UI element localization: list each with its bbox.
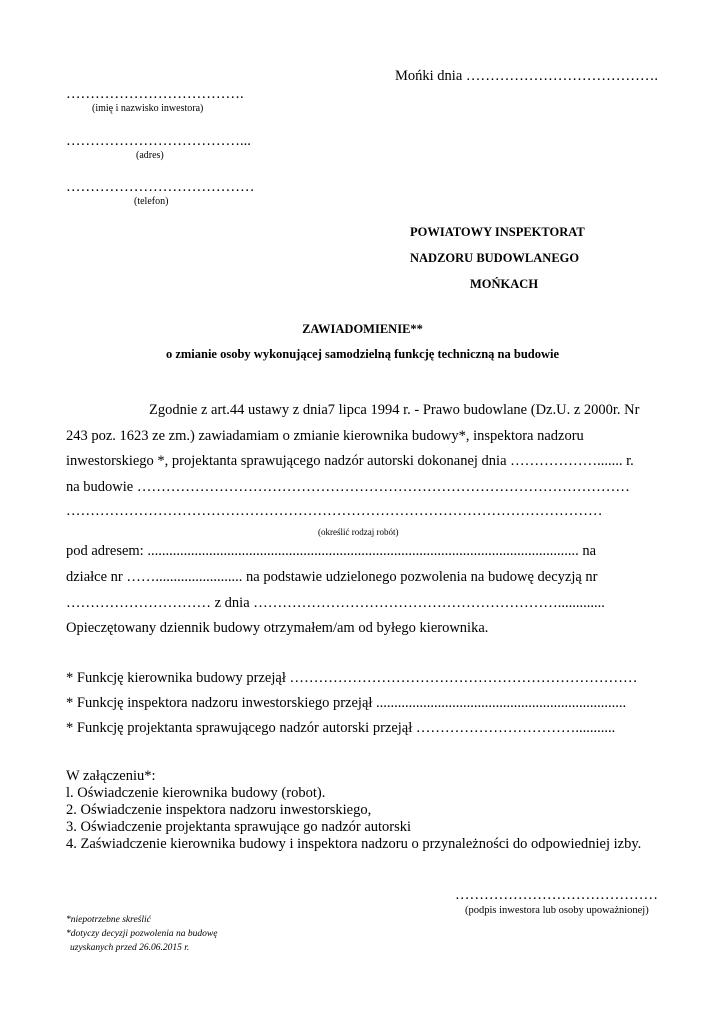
body-line-6: pod adresem: ....................................................................................................................... na bbox=[66, 543, 597, 559]
investor-name-line: ………………………………. bbox=[66, 86, 244, 102]
function-line-3: * Funkcję projektanta sprawującego nadzór autorski przejął ……………………………........... bbox=[66, 720, 616, 736]
place-date: Mońki dnia …………………………………. bbox=[395, 68, 659, 84]
attachment-item: 3. Oświadczenie projektanta sprawujące go nadzór autorski bbox=[66, 819, 412, 835]
works-caption: (określić rodzaj robót) bbox=[318, 527, 399, 537]
address-line: ………………………………... bbox=[66, 133, 251, 149]
function-line-1: * Funkcję kierownika budowy przejął ……………………………………………………………… bbox=[66, 670, 638, 686]
body-line-4: na budowie ………………………………………………………………………………………… bbox=[66, 479, 630, 495]
attachment-item: l. Oświadczenie kierownika budowy (robot). bbox=[66, 785, 326, 801]
footnote: uzyskanych przed 26.06.2015 r. bbox=[70, 943, 190, 953]
recipient-line-3: MOŃKACH bbox=[470, 277, 539, 291]
body-line-8: ………………………… z dnia ………………………………………………………............. bbox=[66, 595, 605, 611]
body-line-2: 243 poz. 1623 ze zm.) zawiadamiam o zmianie kierownika budowy*, inspektora nadzoru bbox=[66, 428, 584, 444]
investor-name-caption: (imię i nazwisko inwestora) bbox=[92, 103, 204, 114]
document-subtitle: o zmianie osoby wykonującej samodzielną funkcję techniczną na budowie bbox=[165, 347, 560, 361]
footnote: *niepotrzebne skreślić bbox=[66, 915, 151, 925]
attachments-heading: W załączeniu*: bbox=[66, 768, 156, 784]
recipient-line-1: POWIATOWY INSPEKTORAT bbox=[410, 225, 585, 239]
attachment-item: 2. Oświadczenie inspektora nadzoru inwestorskiego, bbox=[66, 802, 372, 818]
body-line-7: działce nr ……........................ na podstawie udzielonego pozwolenia na budowę decyzją nr bbox=[66, 569, 598, 585]
attachment-item: 4. Zaświadczenie kierownika budowy i inspektora nadzoru o przynależności do odpowiedniej izby. bbox=[66, 836, 642, 852]
body-line-9: Opieczętowany dziennik budowy otrzymałem/am od byłego kierownika. bbox=[66, 620, 489, 636]
body-line-1: Zgodnie z art.44 ustawy z dnia7 lipca 1994 r. - Prawo budowlane (Dz.U. z 2000r. Nr bbox=[149, 402, 640, 418]
address-caption: (adres) bbox=[136, 150, 164, 161]
function-line-2: * Funkcję inspektora nadzoru inwestorskiego przejął ..................................................................... bbox=[66, 695, 627, 711]
body-line-5: ………………………………………………………………………………………………… bbox=[66, 503, 603, 519]
phone-caption: (telefon) bbox=[134, 196, 169, 207]
signature-caption: (podpis inwestora lub osoby upoważnionej) bbox=[465, 905, 649, 916]
body-line-3: inwestorskiego *, projektanta sprawującego nadzór autorski dokonanej dnia ………………....... r. bbox=[66, 453, 634, 469]
recipient-line-2: NADZORU BUDOWLANEGO bbox=[410, 251, 580, 265]
footnote: *dotyczy decyzji pozwolenia na budowę bbox=[66, 929, 218, 939]
signature-line: …………………………………… bbox=[455, 887, 658, 903]
phone-line: ………………………………… bbox=[66, 179, 255, 195]
document-title: ZAWIADOMIENIE** bbox=[302, 322, 423, 336]
